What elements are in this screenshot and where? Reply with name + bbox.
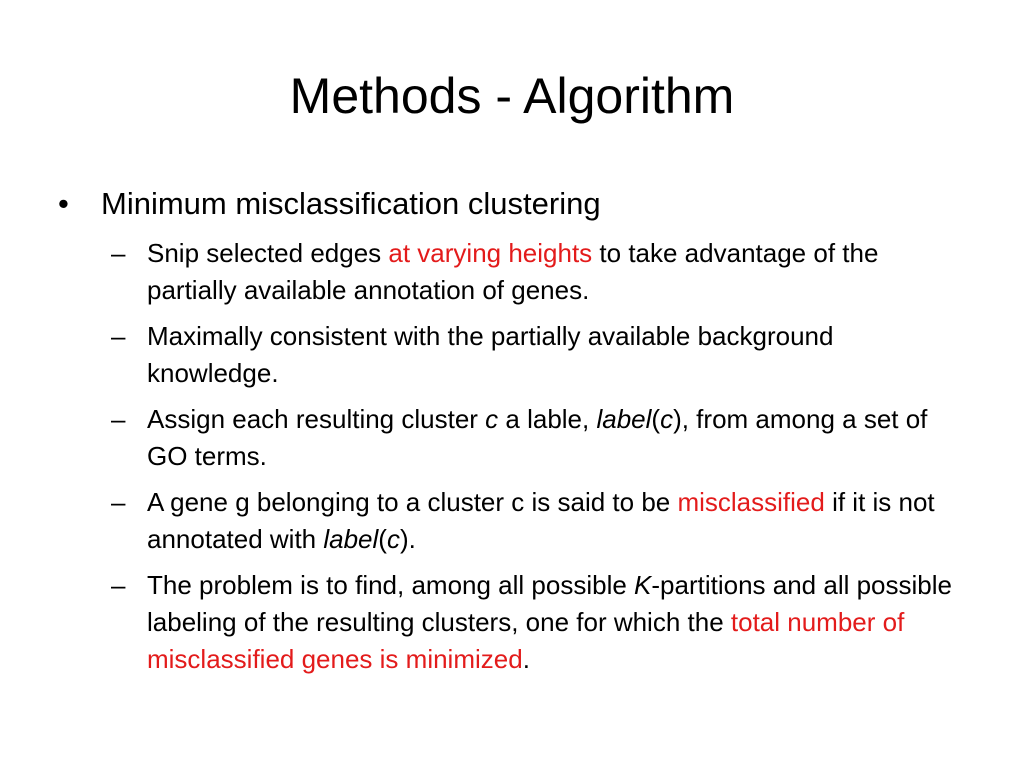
dash-icon: – [111, 570, 126, 600]
text-segment: ( [378, 524, 387, 554]
italic-text: c [386, 524, 400, 554]
sub-bullet-text [147, 238, 878, 305]
text-segment: Maximally consistent with the partially available background knowledge. [147, 321, 834, 388]
sub-bullet-list [111, 235, 971, 687]
highlight-text: at varying heights [388, 238, 593, 268]
text-segment: Snip selected edges [147, 238, 389, 268]
text-segment: if it is not annotated with [147, 487, 935, 554]
text-segment: The problem is to find, among all possible [147, 570, 635, 600]
main-bullet-text: Minimum misclassification clustering [101, 186, 601, 221]
sub-bullet-item [111, 484, 971, 558]
sub-bullet-text [147, 321, 833, 388]
bullet-dot-icon: • [58, 186, 69, 221]
dash-icon: – [111, 487, 126, 517]
sub-bullet-text [147, 487, 935, 554]
sub-bullet-item [111, 235, 971, 309]
sub-bullet-text [147, 570, 952, 674]
text-segment: . [522, 644, 530, 674]
sub-bullet-item [111, 318, 971, 392]
sub-bullet-item [111, 401, 971, 475]
italic-text: c [485, 404, 499, 434]
italic-text: label [596, 404, 652, 434]
highlight-text: misclassified [677, 487, 825, 517]
sub-bullet-item [111, 567, 971, 678]
text-segment: ), from among a set of GO terms. [147, 404, 928, 471]
text-segment: Assign each resulting cluster [147, 404, 486, 434]
sub-bullet-text [147, 404, 927, 471]
highlight-text: total number of misclassified genes is minimized [147, 607, 905, 674]
slide-title: Methods - Algorithm [289, 68, 735, 124]
dash-icon: – [111, 238, 126, 268]
italic-text: K [634, 570, 652, 600]
italic-text: label [323, 524, 379, 554]
text-segment: -partitions and all possible labeling of the resulting clusters, one for which the [147, 570, 952, 637]
text-segment: a lable, [498, 404, 597, 434]
text-segment: to take advantage of the partially available annotation of genes. [147, 238, 879, 305]
italic-text: c [660, 404, 674, 434]
dash-icon: – [111, 404, 126, 434]
text-segment: ). [399, 524, 416, 554]
text-segment: A gene g belonging to a cluster c is said to be [147, 487, 678, 517]
text-segment: ( [651, 404, 661, 434]
dash-icon: – [111, 321, 126, 351]
